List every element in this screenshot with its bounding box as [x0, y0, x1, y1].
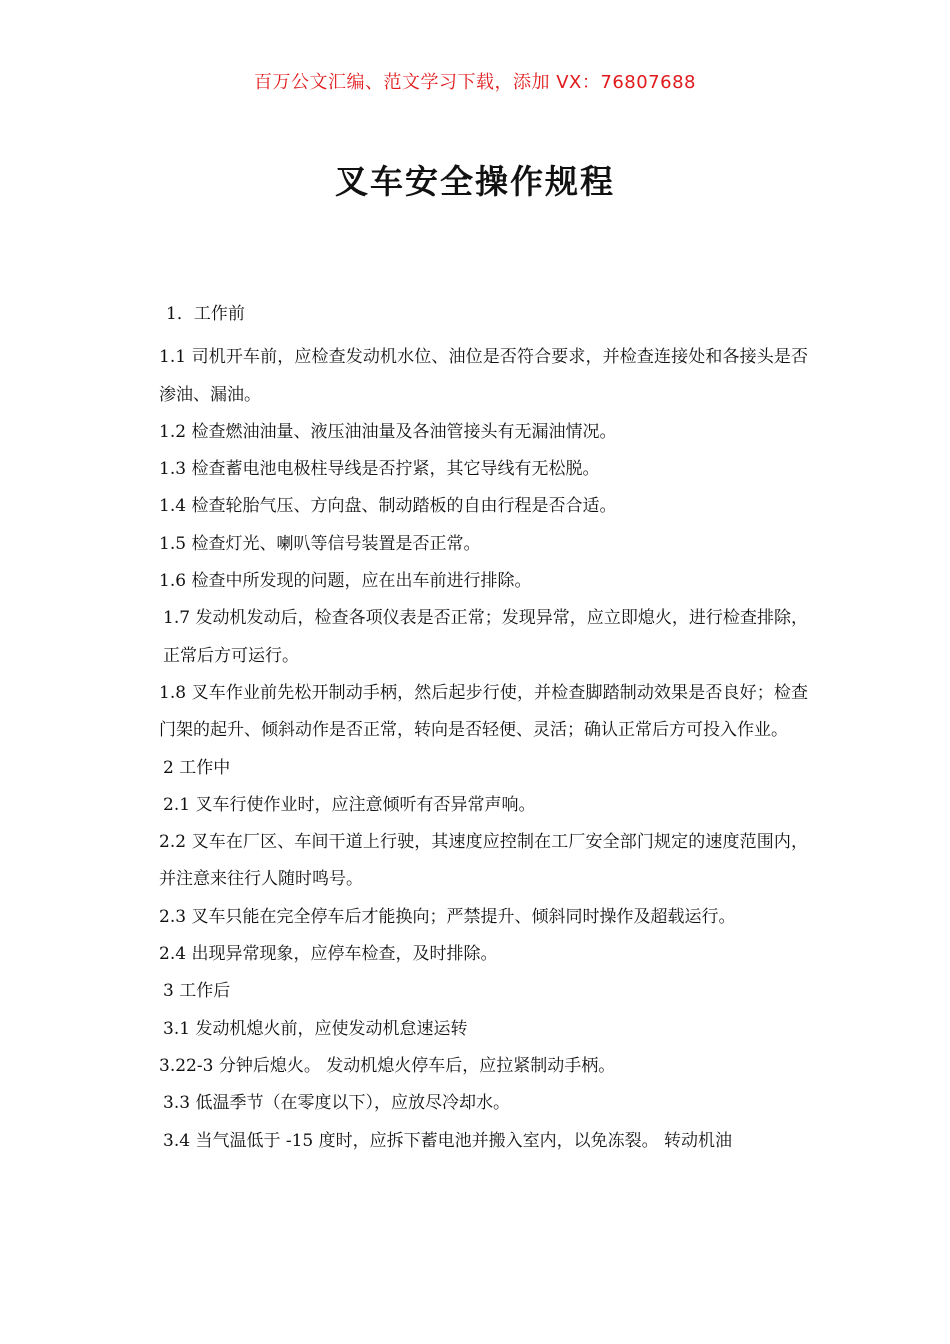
- paragraph-1-6: 1.6 检查中所发现的问题，应在出车前进行排除。: [159, 571, 532, 592]
- paragraph-1-5: 1.5 检查灯光、喇叭等信号装置是否正常。: [159, 533, 481, 554]
- paragraph-1-2: 1.2 检查燃油油量、液压油油量及各油管接头有无漏油情况。: [159, 421, 617, 442]
- paragraph-2-3: 2.3 叉车只能在完全停车后才能换向；严禁提升、倾斜同时操作及超载运行。: [159, 906, 736, 927]
- paragraph-3-3: 3.3 低温季节（在零度以下），应放尽冷却水。: [163, 1093, 510, 1114]
- paragraph-2-2: 2.2 叉车在厂区、车间干道上行驶，其速度应控制在工厂安全部门规定的速度范围内，并注意来往行人随时鸣号。: [159, 832, 808, 890]
- section-heading-during-work: 2 工作中: [163, 757, 231, 778]
- paragraph-3-4: 3.4 当气温低于 -15 度时，应拆下蓄电池并搬入室内，以免冻裂。 转动机油: [163, 1130, 733, 1151]
- section-heading-before-work: 1．工作前: [166, 304, 245, 324]
- paragraph-3-2: 3.22-3 分钟后熄火。 发动机熄火停车后，应拉紧制动手柄。: [159, 1055, 616, 1076]
- paragraph-3-1: 3.1 发动机熄火前，应使发动机怠速运转: [163, 1018, 468, 1039]
- paragraph-2-4: 2.4 出现异常现象，应停车检查，及时排除。: [159, 944, 498, 965]
- paragraph-1-8: 1.8 叉车作业前先松开制动手柄，然后起步行使，并检查脚踏制动效果是否良好；检查门架的起升、倾斜动作是否正常，转向是否轻便、灵活；确认正常后方可投入作业。: [159, 682, 808, 741]
- paragraph-1-4: 1.4 检查轮胎气压、方向盘、制动踏板的自由行程是否合适。: [159, 496, 617, 517]
- paragraph-1-7: 1.7 发动机发动后，检查各项仪表是否正常；发现异常，应立即熄火，进行检查排除，正常后方可运行。: [163, 608, 808, 666]
- page-title: 叉车安全操作规程: [335, 162, 615, 201]
- paragraph-2-1: 2.1 叉车行使作业时，应注意倾听有否异常声响。: [163, 794, 536, 815]
- section-heading-after-work: 3 工作后: [163, 981, 231, 1002]
- document-body: [144, 296, 808, 1160]
- header-note: 百万公文汇编、范文学习下载，添加 VX：76807688: [254, 72, 696, 93]
- paragraph-1-1: 1.1 司机开车前，应检查发动机水位、油位是否符合要求，并检查连接处和各接头是否渗油、漏油。: [159, 347, 808, 405]
- paragraph-1-3: 1.3 检查蓄电池电极柱导线是否拧紧，其它导线有无松脱。: [159, 459, 600, 480]
